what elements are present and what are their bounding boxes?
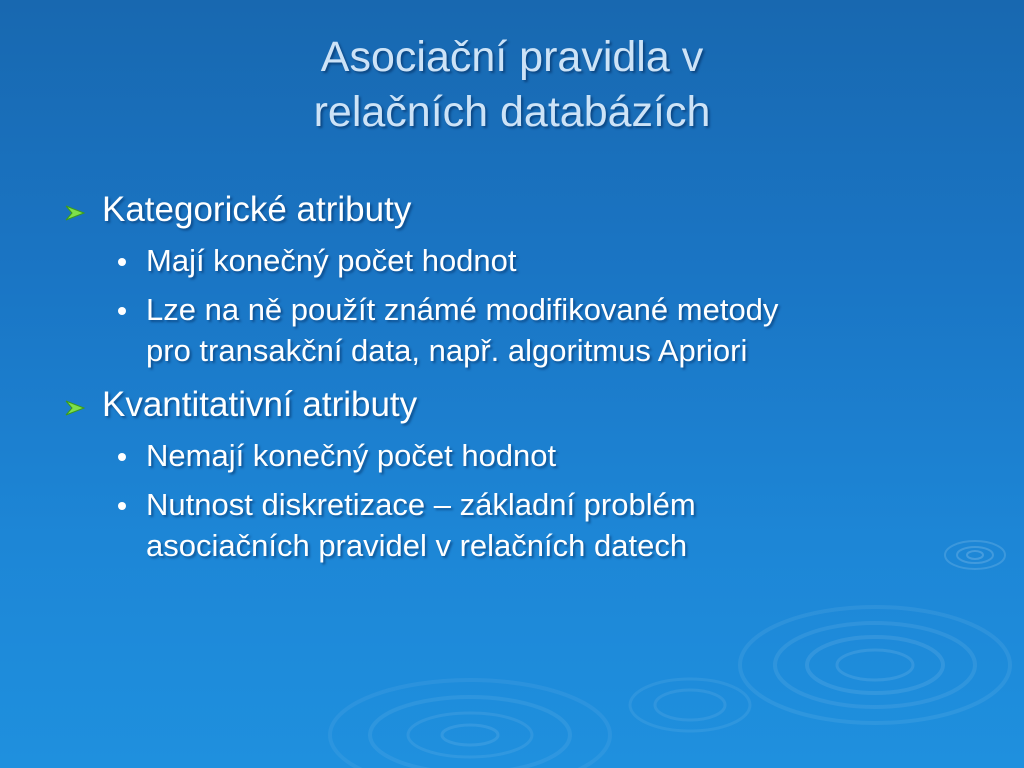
round-bullet-icon xyxy=(118,258,126,266)
bullet-line: Mají konečný počet hodnot xyxy=(146,243,517,278)
bullet-line: Nemají konečný počet hodnot xyxy=(146,438,557,473)
bullet-level1 xyxy=(58,383,978,427)
bullet-text: Kvantitativní atributy xyxy=(102,385,418,424)
bullet-level2 xyxy=(146,484,978,566)
arrow-bullet-icon xyxy=(64,399,86,417)
round-bullet-icon xyxy=(118,307,126,315)
bullet-text: Kategorické atributy xyxy=(102,190,412,229)
slide-body xyxy=(58,188,978,566)
slide-title xyxy=(112,30,912,140)
bullet-level2 xyxy=(146,435,978,476)
bullet-level2 xyxy=(146,240,978,281)
round-bullet-icon xyxy=(118,502,126,510)
bullet-text xyxy=(146,484,978,566)
bullet-line: Nutnost diskretizace – základní problém xyxy=(146,487,696,522)
bullet-line: Lze na ně použít známé modifikované metody xyxy=(146,292,779,327)
bullet-line: pro transakční data, např. algoritmus Apriori xyxy=(146,333,748,368)
bullet-text xyxy=(146,435,978,476)
bullet-level1 xyxy=(58,188,978,232)
bullet-text xyxy=(146,240,978,281)
bullet-text xyxy=(146,289,978,371)
arrow-bullet-icon xyxy=(64,204,86,222)
round-bullet-icon xyxy=(118,453,126,461)
title-line: Asociační pravidla v xyxy=(320,33,704,81)
bullet-level2 xyxy=(146,289,978,371)
title-line: relačních databázích xyxy=(313,88,711,136)
bullet-line: asociačních pravidel v relačních datech xyxy=(146,528,688,563)
